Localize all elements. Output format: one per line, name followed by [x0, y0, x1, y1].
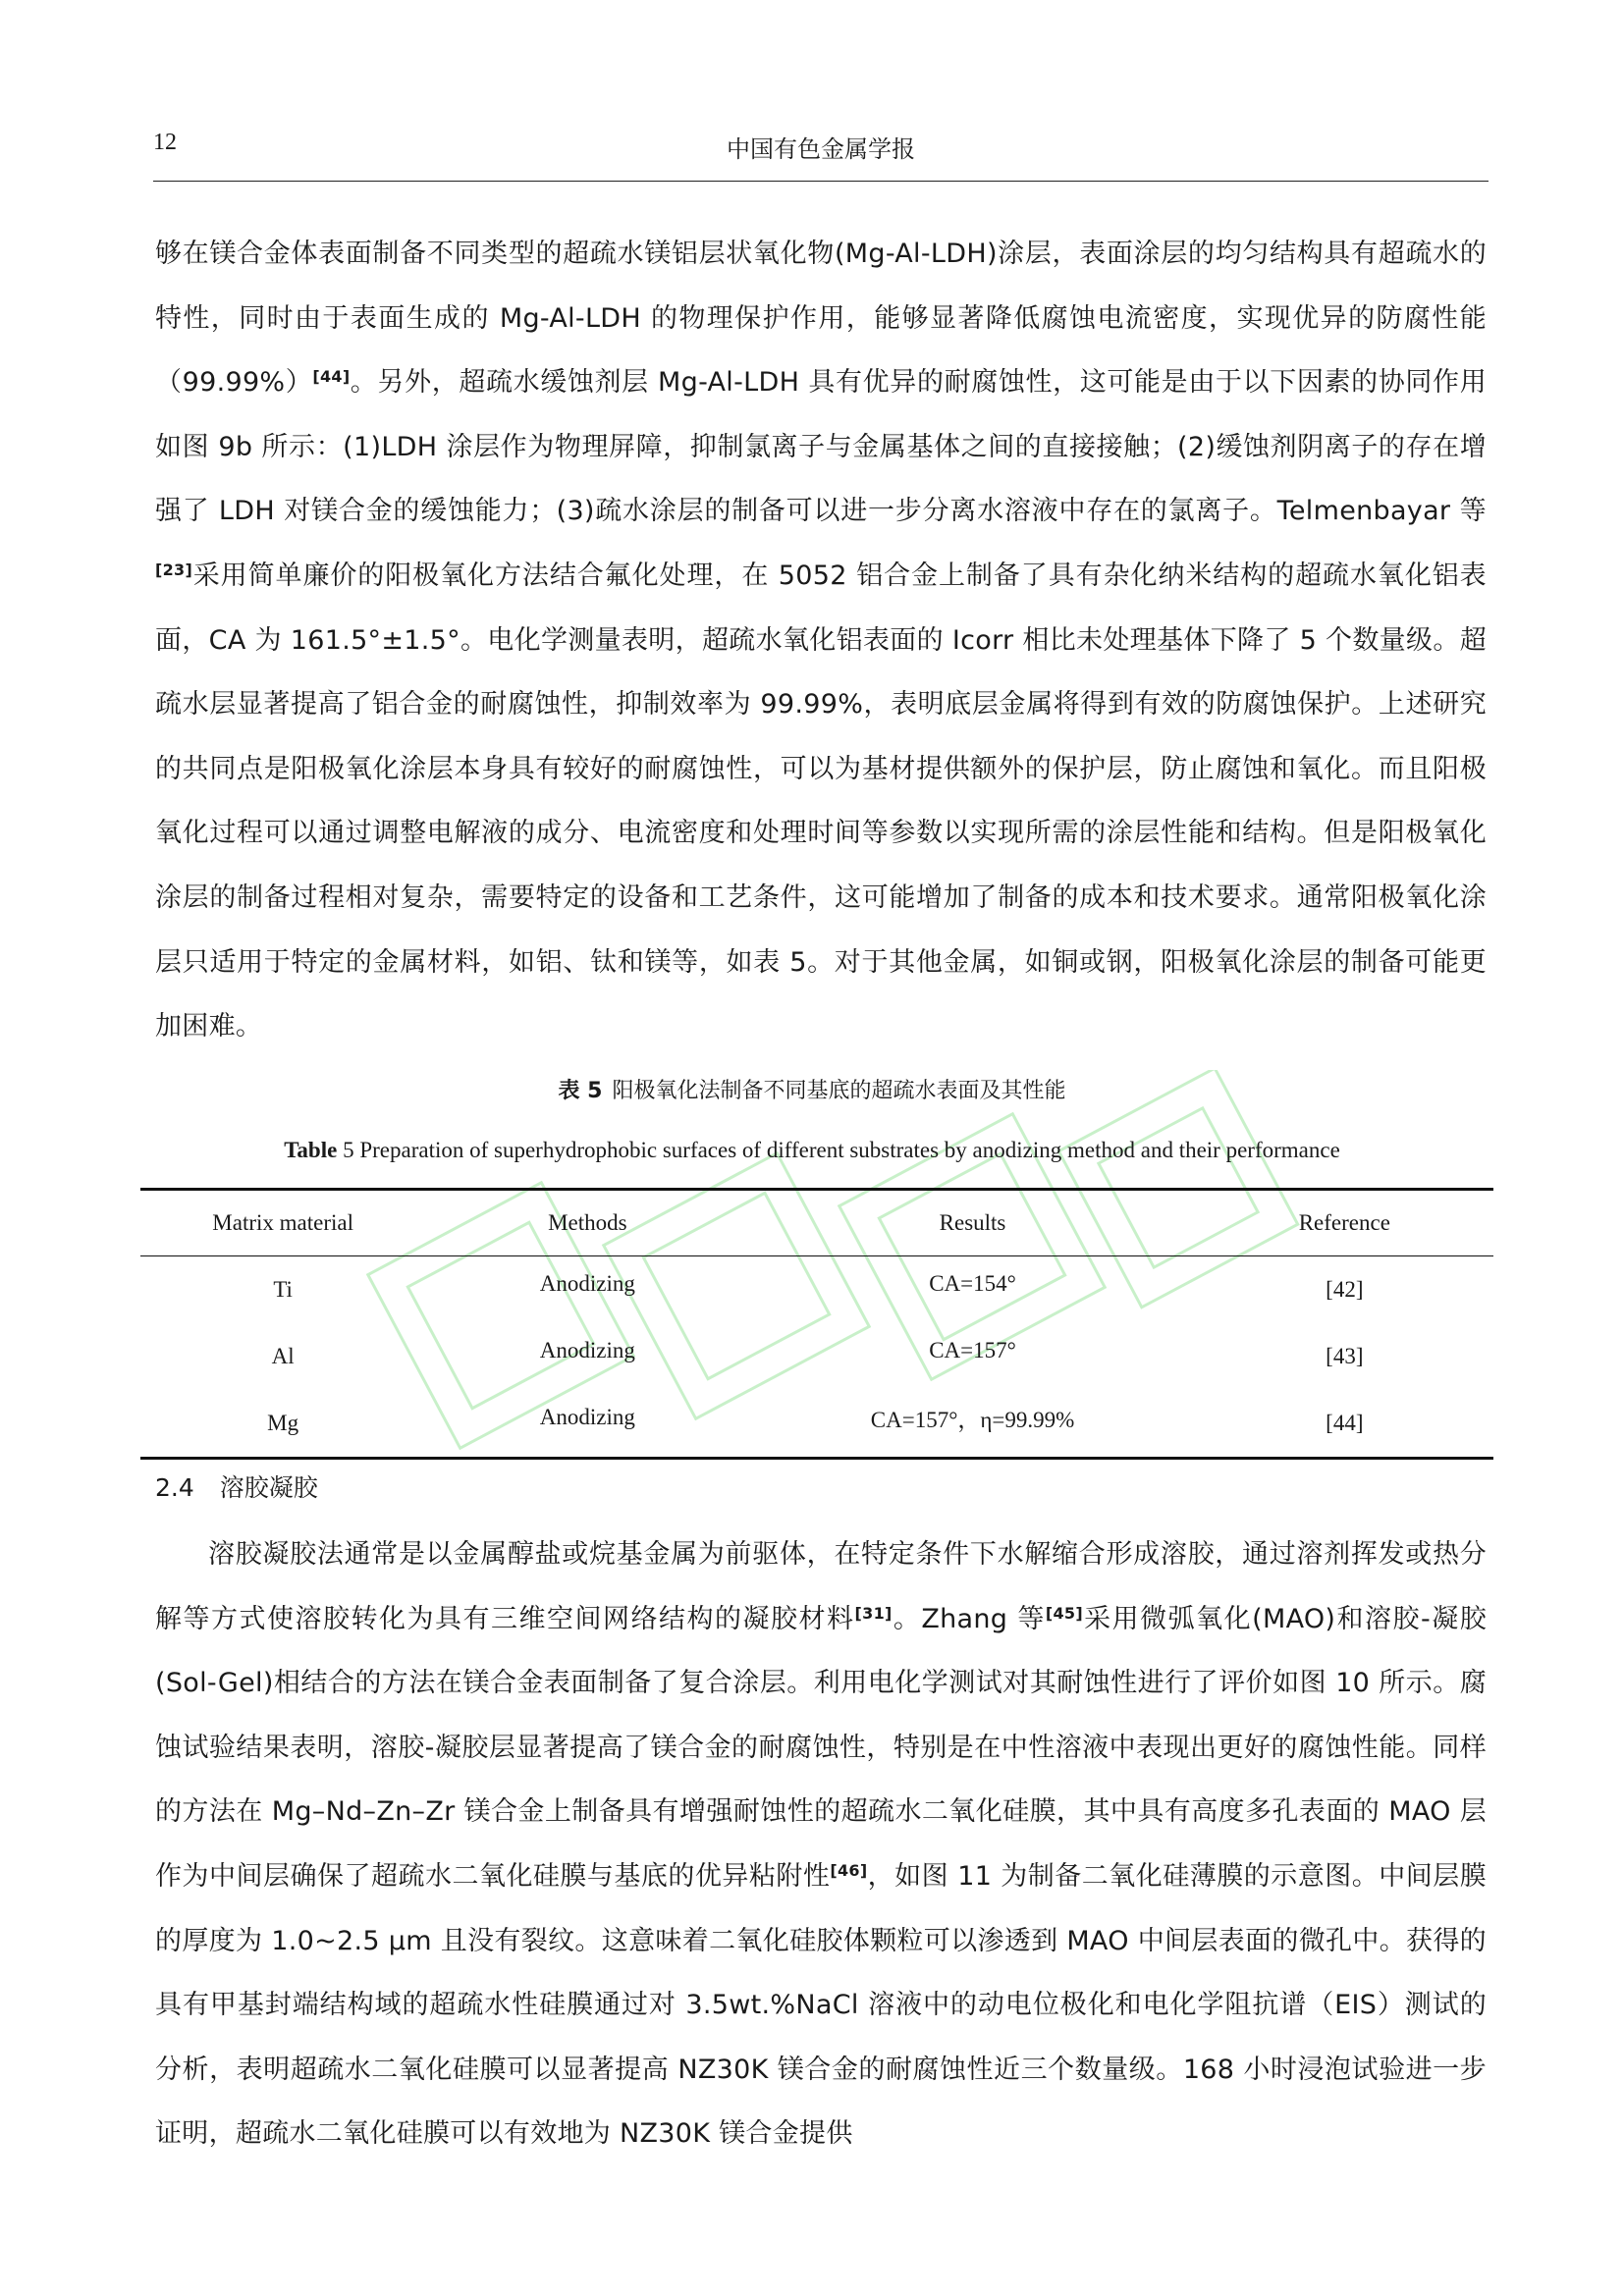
section-title: 溶胶凝胶: [219, 1473, 318, 1502]
table-row: [140, 1390, 1493, 1459]
text-run: 。Zhang 等: [892, 1603, 1046, 1634]
body-paragraph: [155, 1522, 1487, 2166]
section-heading: [155, 1468, 318, 1504]
text-run: 采用简单廉价的阳极氧化方法结合氟化处理，在 5052 铝合金上制备了具有杂化纳米结构的超疏水氧化铝表面，CA 为 161.5°±1.5°。电化学测量表明，超疏水氧化铝表面的 Icorr 相比未处理基体下降了 5 个数量级。超疏水层显著提高了铝合金的耐腐蚀性，抑制效率为 99.99%，表明底层金属将得到有效的防腐蚀保护。上述研究的共同点是阳极氧化涂层本身具有较好的耐腐蚀性，可以为基材提供额外的保护层，防止腐蚀和氧化。而且阳极氧化过程可以通过调整电解液的成分、电流密度和处理时间等参数以实现所需的涂层性能和结构。但是阳极氧化涂层的制备过程相对复杂，需要特定的设备和工艺条件，这可能增加了制备的成本和技术要求。通常阳极氧化涂层只适用于特定的金属材料，如铝、钛和镁等，如表 5。对于其他金属，如铜或钢，阳极氧化涂层的制备可能更加困难。: [155, 560, 1487, 1042]
table-cell: Ti: [273, 1277, 293, 1302]
table-title-en: 5 Preparation of superhydrophobic surfaces of different substrates by anodizing method and their performance: [337, 1138, 1340, 1162]
text-run: ，如图 11 为制备二氧化硅薄膜的示意图。中间层膜的厚度为 1.0~2.5 μm 且没有裂纹。这意味着二氧化硅胶体颗粒可以渗透到 MAO 中间层表面的微孔中。获得的具有甲基封端结构域的超疏水性硅膜通过对 3.5wt.%NaCl 溶液中的动电位极化和电化学阻抗谱（EIS）测试的分析，表明超疏水二氧化硅膜可以显著提高 NZ30K 镁合金的耐腐蚀性近三个数量级。168 小时浸泡试验进一步证明，超疏水二氧化硅膜可以有效地为 NZ30K 镁合金提供: [155, 1860, 1487, 2150]
table-cell: Anodizing: [425, 1384, 749, 1453]
citation: [31]: [854, 1603, 893, 1623]
page-number: 12: [153, 130, 177, 155]
column-header: Results: [749, 1190, 1195, 1256]
table-cell: CA=157°: [929, 1338, 1016, 1362]
table-caption-cn: [0, 1074, 1624, 1104]
section-number: 2.4: [155, 1473, 194, 1502]
table-cell: Anodizing: [539, 1271, 635, 1296]
running-header: [153, 126, 1489, 182]
table-cell: [42]: [1326, 1277, 1364, 1302]
table-cell: [44]: [1196, 1390, 1493, 1459]
citation: [23]: [155, 560, 193, 579]
citation: [46]: [830, 1860, 868, 1880]
column-header: Matrix material: [140, 1190, 425, 1256]
table-cell: CA=154°: [929, 1271, 1016, 1296]
table-row: [140, 1256, 1493, 1324]
text-run: 。另外，超疏水缓蚀剂层 Mg-Al-LDH 具有优异的耐腐蚀性，这可能是由于以下因素的协同作用如图 9b 所示：(1)LDH 涂层作为物理屏障，抑制氯离子与金属基体之间的直接接触；(2)缓蚀剂阴离子的存在增强了 LDH 对镁合金的缓蚀能力；(3)疏水涂层的制备可以进一步分离水溶液中存在的氯离子。Telmenbayar 等: [155, 367, 1487, 527]
table-label-en: Table: [284, 1138, 338, 1162]
table-cell: [43]: [1326, 1344, 1364, 1368]
table-caption-en: [0, 1138, 1624, 1163]
table-cell: Al: [271, 1344, 295, 1368]
table-cell: Anodizing: [539, 1338, 635, 1362]
table-title-cn: 阳极氧化法制备不同基底的超疏水表面及其性能: [612, 1079, 1066, 1103]
column-header: Reference: [1196, 1190, 1493, 1256]
results-table: [140, 1188, 1493, 1460]
text-run: 溶胶凝胶法通常是以金属醇盐或烷基金属为前驱体，在特定条件下水解缩合形成溶胶，通过溶剂挥发或热分解等方式使溶胶转化为具有三维空间网络结构的凝胶材料: [155, 1539, 1487, 1634]
table-header-row: [140, 1190, 1493, 1256]
table-cell: CA=157°，η=99.99%: [749, 1384, 1195, 1453]
text-run: 够在镁合金体表面制备不同类型的超疏水镁铝层状氧化物(Mg-Al-LDH)涂层，表面涂层的均匀结构具有超疏水的特性，同时由于表面生成的 Mg-Al-LDH 的物理保护作用，能够显著降低腐蚀电流密度，实现优异的防腐性能（99.99%）: [155, 239, 1487, 399]
column-header: Methods: [425, 1190, 749, 1256]
table-label-cn: 表 5: [558, 1079, 603, 1103]
text-run: 采用微弧氧化(MAO)和溶胶-凝胶(Sol-Gel)相结合的方法在镁合金表面制备了复合涂层。利用电化学测试对其耐蚀性进行了评价如图 10 所示。腐蚀试验结果表明，溶胶-凝胶层显著提高了镁合金的耐腐蚀性，特别是在中性溶液中表现出更好的腐蚀性能。同样的方法在 Mg–Nd–Zn–Zr 镁合金上制备具有增强耐蚀性的超疏水二氧化硅膜，其中具有高度多孔表面的 MAO 层作为中间层确保了超疏水二氧化硅膜与基底的优异粘附性: [155, 1603, 1488, 1892]
citation: [45]: [1045, 1603, 1083, 1623]
body-paragraph: [155, 222, 1487, 1059]
table-row: [140, 1323, 1493, 1390]
citation: [44]: [312, 367, 351, 387]
journal-title: 中国有色金属学报: [727, 135, 915, 163]
table-cell: Mg: [140, 1390, 425, 1459]
